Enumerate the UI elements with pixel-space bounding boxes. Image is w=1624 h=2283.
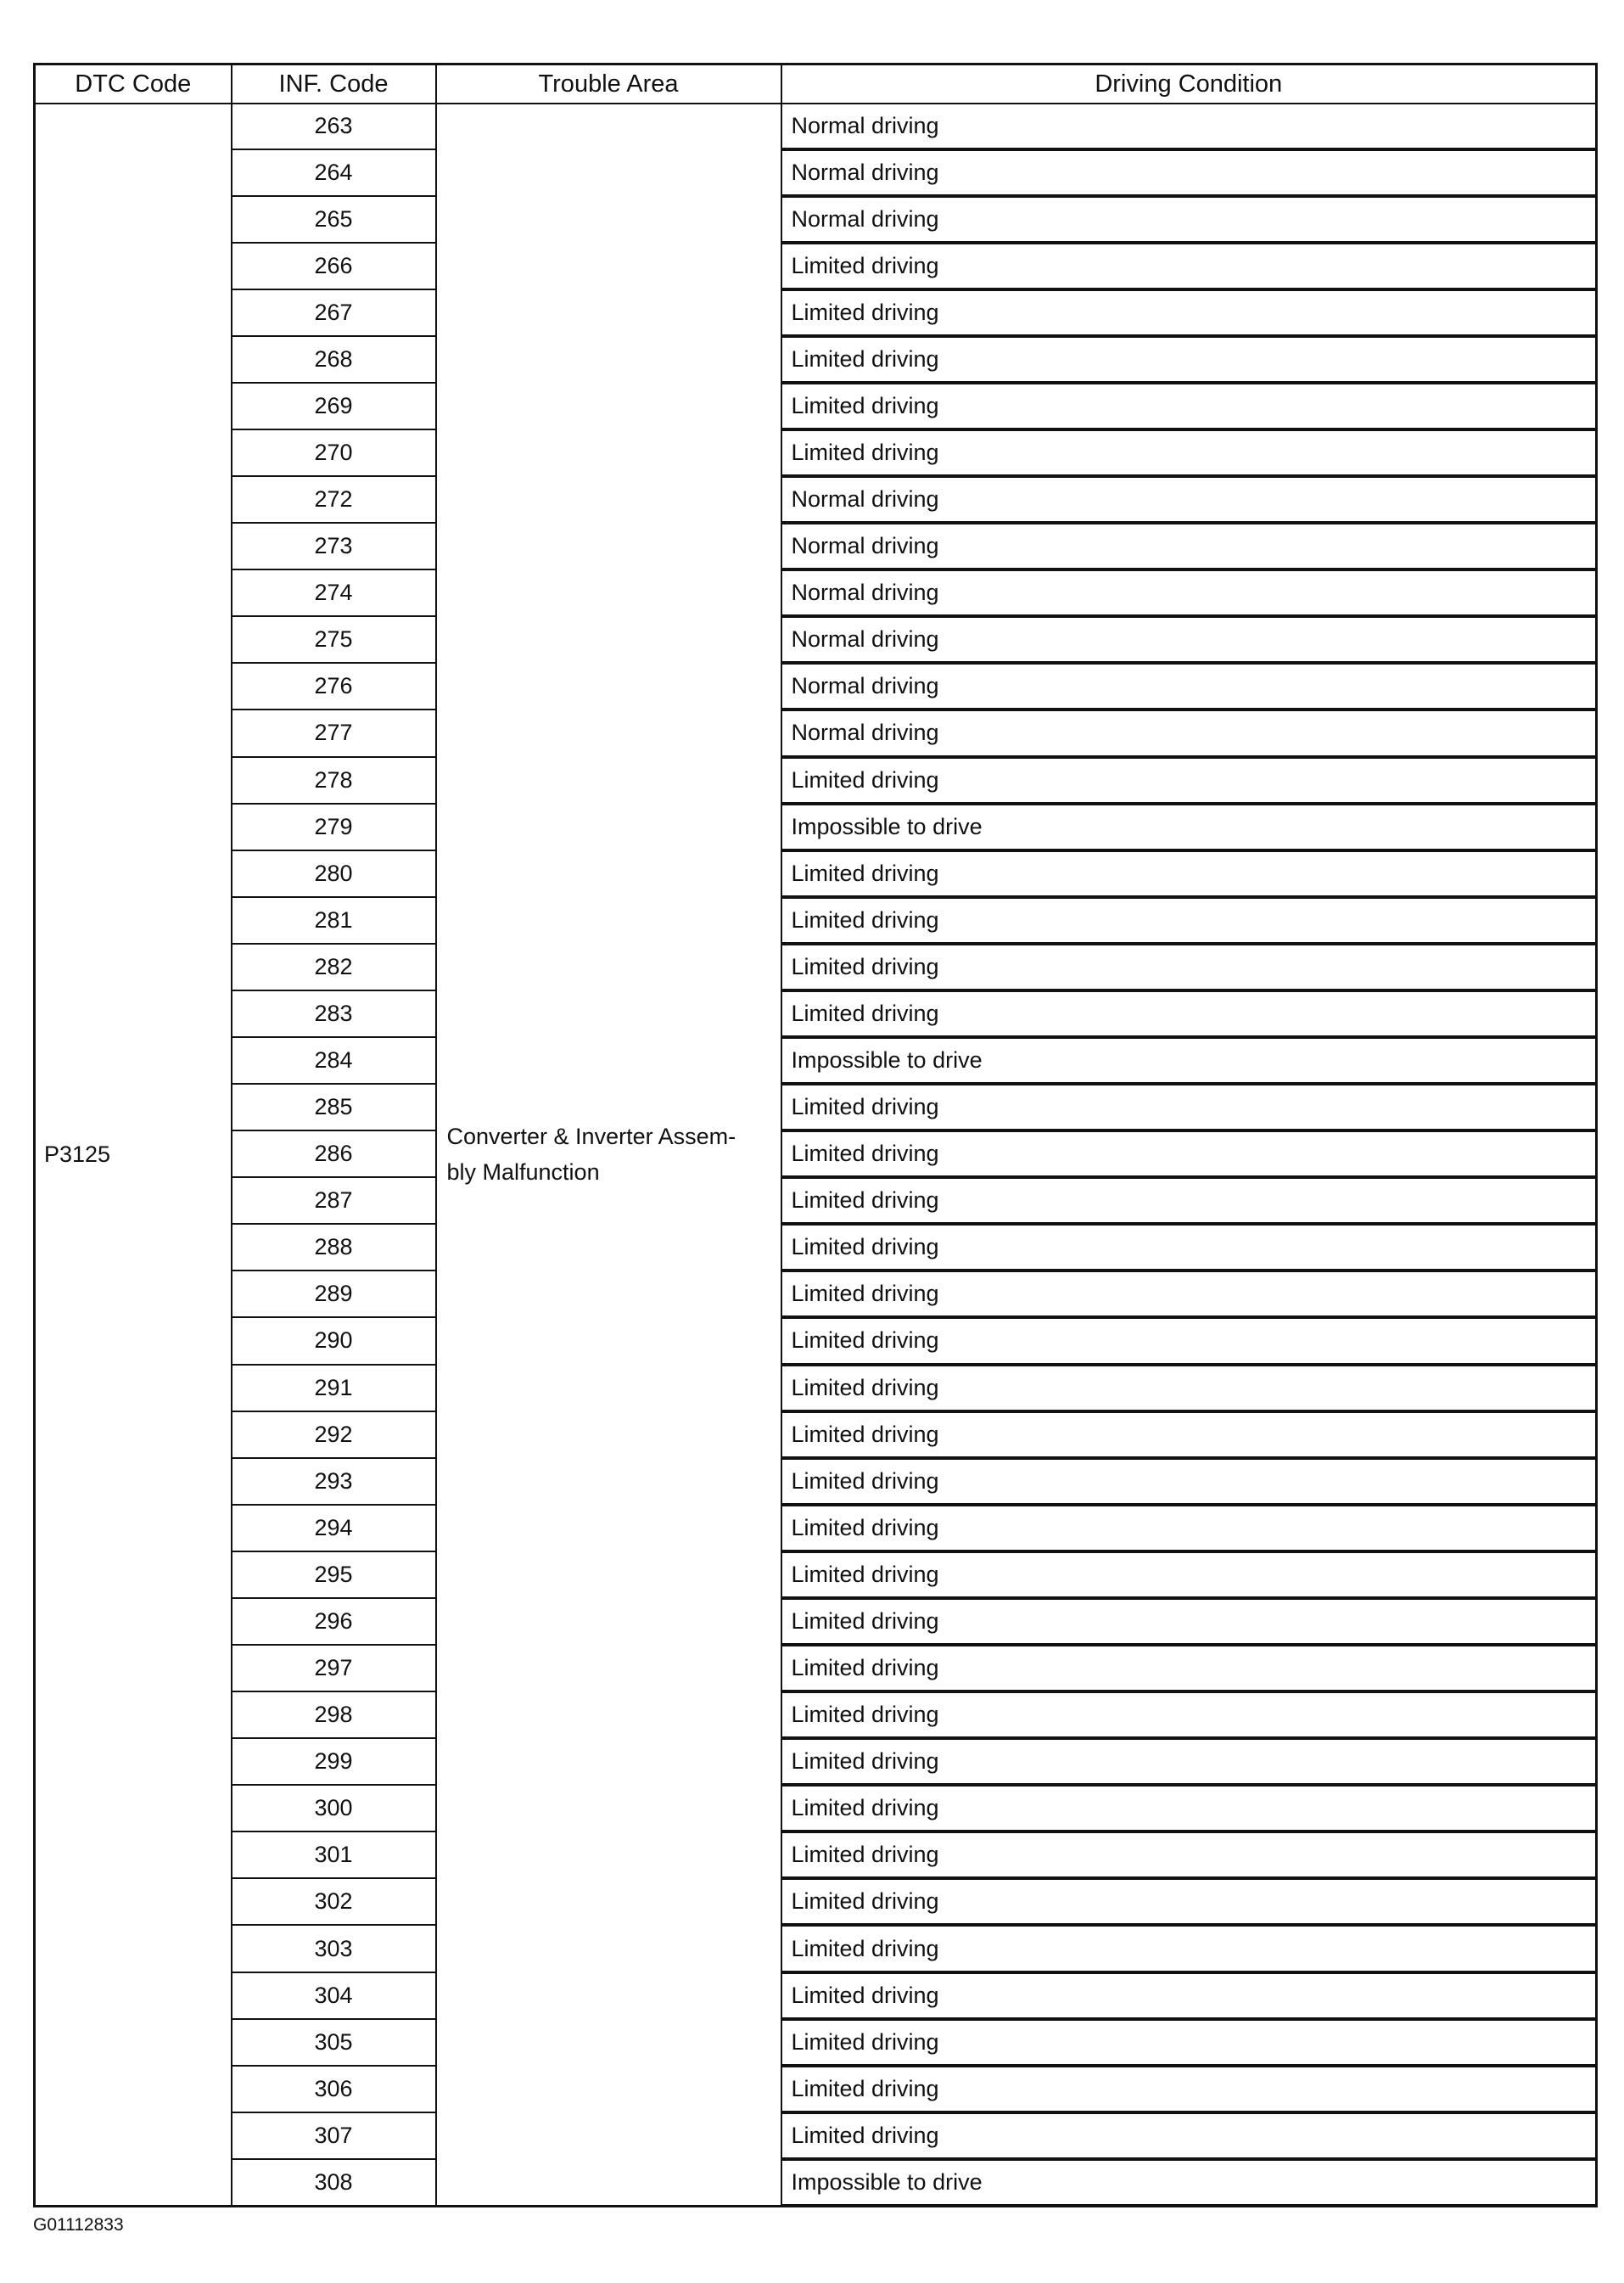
inf-code-cell: 294 (232, 1505, 436, 1551)
table-row (35, 1037, 1597, 1084)
driving-condition-cell: Limited driving (781, 1925, 1597, 1972)
inf-code-cell: 299 (232, 1738, 436, 1785)
table-row (35, 1551, 1597, 1598)
table-row (35, 1691, 1597, 1738)
table-row (35, 1411, 1597, 1458)
table-row (35, 710, 1597, 756)
inf-code-cell: 281 (232, 897, 436, 944)
driving-condition-cell: Limited driving (781, 2066, 1597, 2112)
trouble-area-cell (436, 104, 781, 2206)
inf-code-cell: 264 (232, 149, 436, 196)
table-row (35, 1505, 1597, 1551)
driving-condition-cell: Limited driving (781, 1785, 1597, 1831)
driving-condition-cell: Limited driving (781, 1317, 1597, 1364)
inf-code-cell: 265 (232, 196, 436, 243)
figure-id: G01112833 (33, 2215, 124, 2235)
table-row (35, 1925, 1597, 1972)
inf-code-cell: 280 (232, 850, 436, 897)
driving-condition-cell: Limited driving (781, 1177, 1597, 1224)
table-row (35, 1458, 1597, 1505)
table-row (35, 1084, 1597, 1130)
driving-condition-cell: Limited driving (781, 1645, 1597, 1691)
driving-condition-cell: Normal driving (781, 149, 1597, 196)
table-row (35, 1738, 1597, 1785)
inf-code-cell: 298 (232, 1691, 436, 1738)
driving-condition-cell: Limited driving (781, 1831, 1597, 1878)
inf-code-cell: 290 (232, 1317, 436, 1364)
driving-condition-cell: Limited driving (781, 1271, 1597, 1317)
driving-condition-cell: Limited driving (781, 1598, 1597, 1645)
trouble-area-text: Converter & Inverter Assem- bly Malfunction (446, 1124, 736, 1186)
driving-condition-cell: Impossible to drive (781, 1037, 1597, 1084)
inf-code-cell: 296 (232, 1598, 436, 1645)
driving-condition-cell: Limited driving (781, 850, 1597, 897)
table-row (35, 2112, 1597, 2159)
header-driving-condition: Driving Condition (781, 65, 1597, 104)
table-row (35, 429, 1597, 476)
table-row (35, 2066, 1597, 2112)
inf-code-cell: 292 (232, 1411, 436, 1458)
table-row (35, 1972, 1597, 2019)
inf-code-cell: 285 (232, 1084, 436, 1130)
driving-condition-cell: Limited driving (781, 1224, 1597, 1271)
table-row (35, 1365, 1597, 1411)
inf-code-cell: 293 (232, 1458, 436, 1505)
driving-condition-cell: Limited driving (781, 1505, 1597, 1551)
inf-code-cell: 308 (232, 2159, 436, 2206)
inf-code-cell: 268 (232, 336, 436, 383)
table-row (35, 1177, 1597, 1224)
table-body (35, 104, 1597, 2206)
table-row (35, 1130, 1597, 1177)
driving-condition-cell: Limited driving (781, 1878, 1597, 1925)
dtc-code-cell: P3125 (35, 104, 232, 2206)
header-trouble-area: Trouble Area (436, 65, 781, 104)
driving-condition-cell: Limited driving (781, 1691, 1597, 1738)
inf-code-cell: 267 (232, 289, 436, 336)
inf-code-cell: 301 (232, 1831, 436, 1878)
driving-condition-cell: Limited driving (781, 2019, 1597, 2066)
driving-condition-cell: Limited driving (781, 383, 1597, 429)
dtc-table (33, 63, 1598, 2207)
inf-code-cell: 279 (232, 804, 436, 850)
driving-condition-cell: Limited driving (781, 289, 1597, 336)
inf-code-cell: 270 (232, 429, 436, 476)
driving-condition-cell: Impossible to drive (781, 2159, 1597, 2206)
table-row (35, 243, 1597, 289)
driving-condition-cell: Normal driving (781, 476, 1597, 523)
table-row (35, 2019, 1597, 2066)
inf-code-cell: 263 (232, 104, 436, 149)
driving-condition-cell: Limited driving (781, 1130, 1597, 1177)
driving-condition-cell: Limited driving (781, 1365, 1597, 1411)
inf-code-cell: 289 (232, 1271, 436, 1317)
inf-code-cell: 303 (232, 1925, 436, 1972)
driving-condition-cell: Limited driving (781, 1738, 1597, 1785)
driving-condition-cell: Normal driving (781, 569, 1597, 616)
table-row (35, 1878, 1597, 1925)
header-dtc-code: DTC Code (35, 65, 232, 104)
table-row (35, 897, 1597, 944)
table-row (35, 757, 1597, 804)
inf-code-cell: 306 (232, 2066, 436, 2112)
inf-code-cell: 287 (232, 1177, 436, 1224)
driving-condition-cell: Limited driving (781, 757, 1597, 804)
header-inf-code: INF. Code (232, 65, 436, 104)
table-row (35, 944, 1597, 990)
dtc-table-container (33, 63, 1595, 2207)
driving-condition-cell: Limited driving (781, 990, 1597, 1037)
driving-condition-cell: Limited driving (781, 243, 1597, 289)
inf-code-cell: 305 (232, 2019, 436, 2066)
table-row (35, 850, 1597, 897)
table-row (35, 383, 1597, 429)
table-row (35, 1224, 1597, 1271)
driving-condition-cell: Limited driving (781, 1411, 1597, 1458)
driving-condition-cell: Limited driving (781, 897, 1597, 944)
table-row (35, 336, 1597, 383)
table-row (35, 289, 1597, 336)
driving-condition-cell: Limited driving (781, 1458, 1597, 1505)
inf-code-cell: 302 (232, 1878, 436, 1925)
inf-code-cell: 282 (232, 944, 436, 990)
driving-condition-cell: Normal driving (781, 616, 1597, 663)
table-row (35, 1645, 1597, 1691)
driving-condition-cell: Limited driving (781, 1551, 1597, 1598)
table-row (35, 1271, 1597, 1317)
inf-code-cell: 276 (232, 663, 436, 710)
table-row (35, 1785, 1597, 1831)
inf-code-cell: 284 (232, 1037, 436, 1084)
table-row (35, 149, 1597, 196)
inf-code-cell: 272 (232, 476, 436, 523)
driving-condition-cell: Normal driving (781, 196, 1597, 243)
driving-condition-cell: Normal driving (781, 523, 1597, 569)
table-row (35, 104, 1597, 149)
inf-code-cell: 283 (232, 990, 436, 1037)
inf-code-cell: 277 (232, 710, 436, 756)
table-row (35, 569, 1597, 616)
driving-condition-cell: Impossible to drive (781, 804, 1597, 850)
driving-condition-cell: Limited driving (781, 2112, 1597, 2159)
inf-code-cell: 304 (232, 1972, 436, 2019)
inf-code-cell: 266 (232, 243, 436, 289)
driving-condition-cell: Limited driving (781, 1084, 1597, 1130)
table-row (35, 476, 1597, 523)
table-row (35, 196, 1597, 243)
inf-code-cell: 273 (232, 523, 436, 569)
table-row (35, 1317, 1597, 1364)
inf-code-cell: 307 (232, 2112, 436, 2159)
driving-condition-cell: Limited driving (781, 336, 1597, 383)
inf-code-cell: 278 (232, 757, 436, 804)
inf-code-cell: 297 (232, 1645, 436, 1691)
table-row (35, 1831, 1597, 1878)
table-row (35, 2159, 1597, 2206)
inf-code-cell: 274 (232, 569, 436, 616)
driving-condition-cell: Normal driving (781, 104, 1597, 149)
driving-condition-cell: Normal driving (781, 710, 1597, 756)
driving-condition-cell: Limited driving (781, 1972, 1597, 2019)
table-row (35, 663, 1597, 710)
driving-condition-cell: Normal driving (781, 663, 1597, 710)
driving-condition-cell: Limited driving (781, 429, 1597, 476)
inf-code-cell: 295 (232, 1551, 436, 1598)
inf-code-cell: 286 (232, 1130, 436, 1177)
table-row (35, 1598, 1597, 1645)
table-row (35, 990, 1597, 1037)
inf-code-cell: 288 (232, 1224, 436, 1271)
inf-code-cell: 291 (232, 1365, 436, 1411)
inf-code-cell: 300 (232, 1785, 436, 1831)
inf-code-cell: 269 (232, 383, 436, 429)
header-row (35, 65, 1597, 104)
inf-code-cell: 275 (232, 616, 436, 663)
table-row (35, 616, 1597, 663)
table-row (35, 804, 1597, 850)
table-row (35, 523, 1597, 569)
driving-condition-cell: Limited driving (781, 944, 1597, 990)
